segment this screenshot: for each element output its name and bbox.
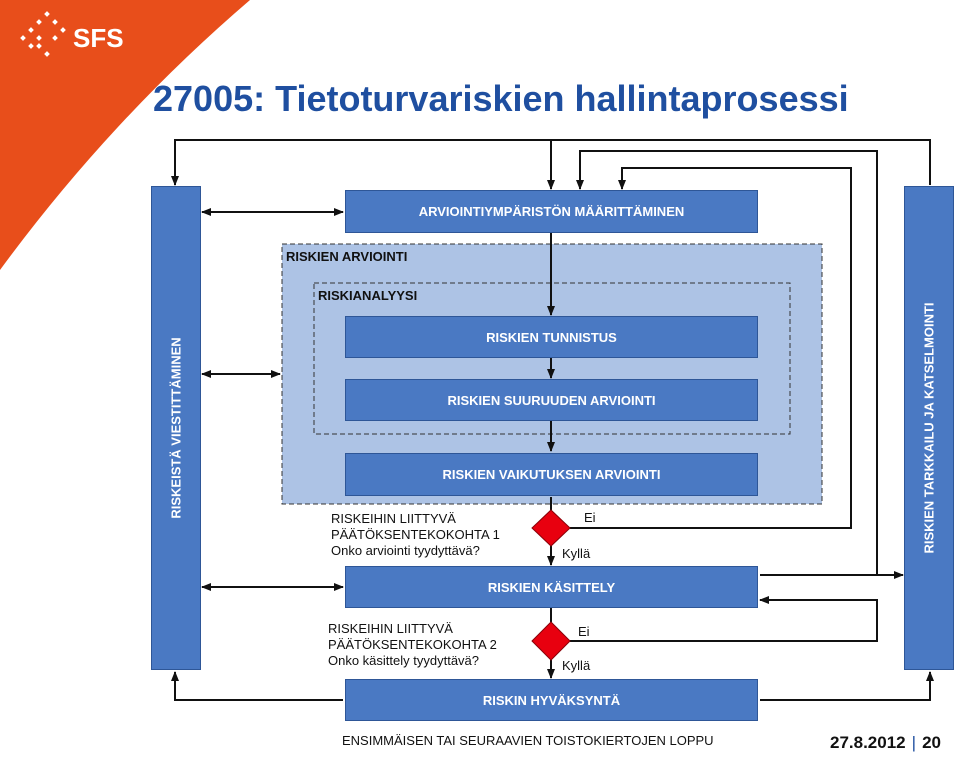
risk-estimation-box: RISKIEN SUURUUDEN ARVIOINTI (345, 379, 758, 421)
risk-evaluation-box: RISKIEN VAIKUTUKSEN ARVIOINTI (345, 453, 758, 496)
footer-separator: | (911, 733, 917, 752)
decision-2-line-1: RISKEIHIN LIITTYVÄ (328, 621, 453, 636)
decision-diamond-1 (532, 510, 570, 546)
slide-footer (830, 733, 941, 753)
decision-1-no-label: Ei (584, 510, 596, 525)
brand-corner-shape (0, 0, 250, 270)
risk-treatment-box: RISKIEN KÄSITTELY (345, 566, 758, 608)
risk-acceptance-box: RISKIN HYVÄKSYNTÄ (345, 679, 758, 721)
risk-monitoring-bar (904, 186, 954, 670)
decision-1-line-1: RISKEIHIN LIITTYVÄ (331, 511, 456, 526)
decision-2-yes-label: Kyllä (562, 658, 591, 673)
slide-date: 27.8.2012 (830, 733, 906, 752)
decision-1-yes-label: Kyllä (562, 546, 591, 561)
decision-2-question: Onko käsittely tyydyttävä? (328, 653, 480, 668)
risk-monitoring-label: RISKIEN TARKKAILU JA KATSELMOINTI (921, 302, 937, 554)
decision-1-question: Onko arviointi tyydyttävä? (331, 543, 480, 558)
risk-communication-bar (151, 186, 201, 670)
decision-point-1-text (331, 511, 500, 559)
context-establishment-box: ARVIOINTIYMPÄRISTÖN MÄÄRITTÄMINEN (345, 190, 758, 233)
decision-2-no-label: Ei (578, 624, 590, 639)
slide-number: 20 (922, 733, 941, 752)
decision-point-2-text (328, 621, 497, 669)
decision-diamond-2 (532, 622, 570, 660)
risk-communication-label: RISKEISTÄ VIESTITTÄMINEN (168, 337, 184, 519)
iteration-end-label: ENSIMMÄISEN TAI SEURAAVIEN TOISTOKIERTOJEN LOPPU (342, 733, 714, 748)
risk-identification-box: RISKIEN TUNNISTUS (345, 316, 758, 358)
sfs-logo-text: SFS (73, 23, 124, 53)
risk-assessment-label: RISKIEN ARVIOINTI (286, 249, 408, 264)
decision-1-line-2: PÄÄTÖKSENTEKOKOHTA 1 (331, 527, 500, 542)
decision-2-line-2: PÄÄTÖKSENTEKOKOHTA 2 (328, 637, 497, 652)
risk-analysis-label: RISKIANALYYSI (318, 288, 418, 303)
page-title: 27005: Tietoturvariskien hallintaprosessi (153, 78, 849, 119)
